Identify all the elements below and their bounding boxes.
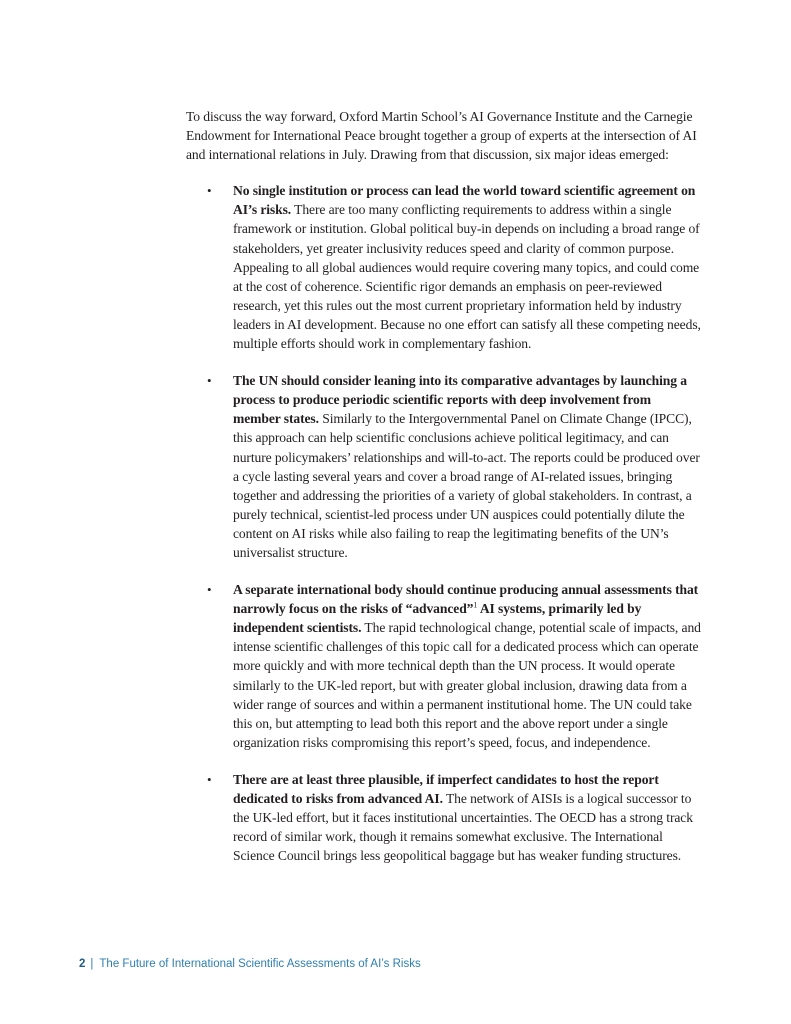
bullet-body: The network of AISIs is a logical successor to the UK-led effort, but it faces institutional uncertainties. The OECD has a strong track record of similar work, though it remains somewhat exclusive. The International Science Council brings less geopolitical baggage but has weaker funding structures. — [233, 791, 693, 864]
list-item — [186, 580, 701, 752]
bullet-icon: • — [207, 183, 212, 199]
intro-paragraph: To discuss the way forward, Oxford Martin School’s AI Governance Institute and the Carnegie Endowment for International Peace brought together a group of experts at the intersection of AI and international relations in July. Drawing from that discussion, six major ideas emerged: — [186, 109, 697, 163]
bullet-heading-part-2: AI systems, primarily led by independent scientists. — [233, 601, 642, 636]
bullet-heading-part-1: A separate international body should continue producing annual assessments that narrowly focus on the risks of “advanced” — [233, 582, 699, 617]
key-ideas-list — [186, 181, 701, 865]
bullet-icon: • — [207, 771, 212, 787]
page-number: 2 — [79, 958, 86, 970]
bullet-heading: There are at least three plausible, if imperfect candidates to host the report dedicated to risks from advanced AI. — [233, 771, 659, 806]
document-title: The Future of International Scientific Assessments of AI’s Risks — [99, 958, 421, 970]
list-item — [186, 770, 701, 865]
bullet-icon: • — [207, 373, 212, 389]
page-footer — [79, 958, 421, 970]
list-item — [186, 371, 701, 562]
bullet-body: Similarly to the Intergovernmental Panel on Climate Change (IPCC), this approach can help scientific conclusions achieve political legitimacy, and can nurture policymakers’ relationships and will-to-act. The reports could be produced over a cycle lasting several years and cover a broad range of AI-related issues, bringing together and addressing the priorities of a variety of global stakeholders. In contrast, a purely technical, scientist-led process under UN auspices could potentially dilute the content on AI risks while also failing to reap the legitimating benefits of the UN’s universalist structure. — [233, 411, 700, 560]
bullet-body: The rapid technological change, potential scale of impacts, and intense scientific challenges of this topic call for a dedicated process which can operate more quickly and with more technical depth than the UN process. It would operate similarly to the UK-led report, but with greater global inclusion, drawing data from a wider range of sources and within a permanent institutional home. The UN could take this on, but attempting to lead both this report and the above report under a single organization risks compromising this report’s speed, focus, and independence. — [233, 620, 701, 750]
list-item — [186, 181, 701, 353]
footnote-marker[interactable]: 1 — [473, 600, 478, 610]
bullet-body: There are too many conflicting requirements to address within a single framework or institution. Global political buy-in depends on including a broad range of stakeholders, yet greater inclusivity reduces speed and clarity of common purpose. Appealing to all global audiences would require covering many topics, and could come at the cost of coherence. Scientific rigor demands an emphasis on peer-reviewed research, yet this rules out the most current proprietary information held by industry leaders in AI development. Because no one effort can satisfy all these competing needs, multiple efforts should work in complementary fashion. — [233, 202, 701, 352]
bullet-icon: • — [207, 582, 212, 598]
bullet-heading: No single institution or process can lead the world toward scientific agreement on AI’s risks. — [233, 183, 696, 218]
footer-separator: | — [90, 958, 94, 970]
bullet-heading: The UN should consider leaning into its comparative advantages by launching a process to produce periodic scientific reports with deep involvement from member states. — [233, 373, 687, 427]
main-content — [186, 107, 701, 883]
